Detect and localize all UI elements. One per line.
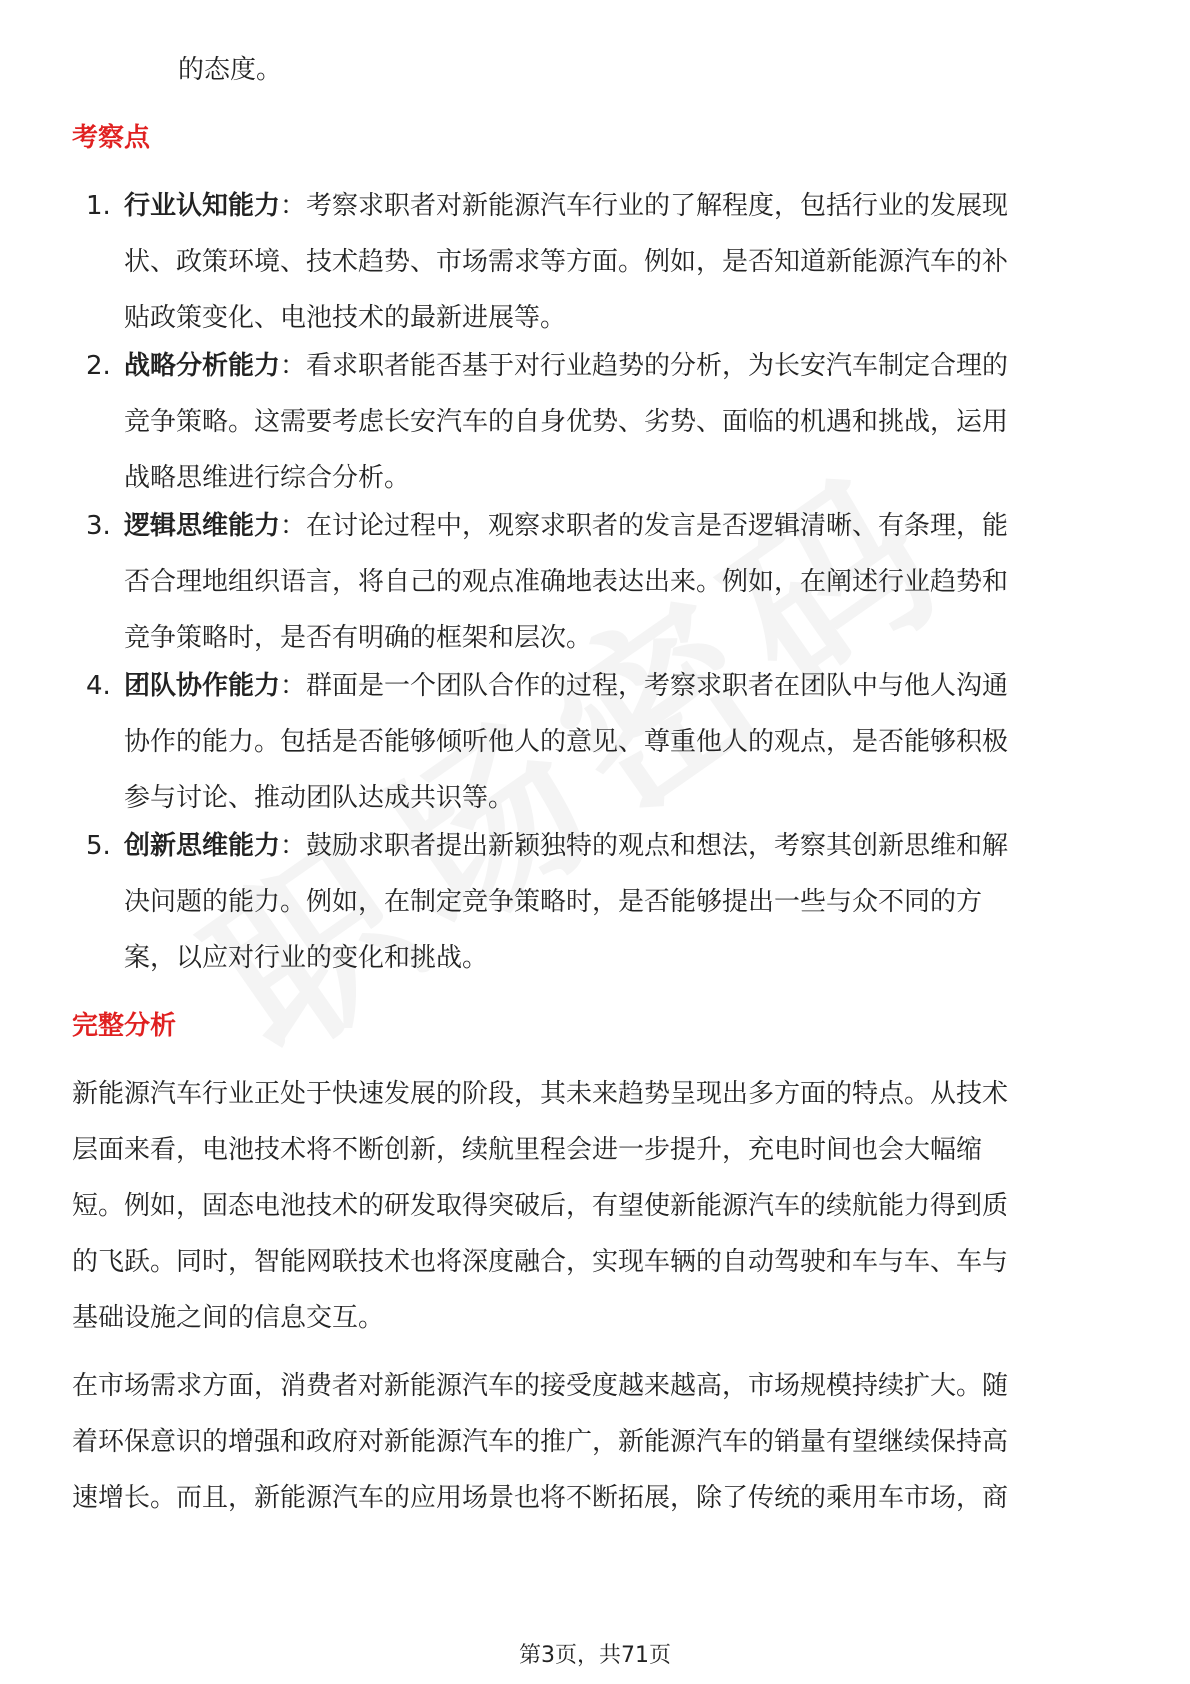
list-text: ：在讨论过程中，观察求职者的发言是否逻辑清晰、有条理，能	[280, 511, 1009, 541]
list-text: 竞争策略时，是否有明确的框架和层次。	[124, 623, 593, 653]
list-text: ：考察求职者对新能源汽车行业的了解程度，包括行业的发展现	[280, 191, 1009, 221]
list-text: 决问题的能力。例如，在制定竞争策略时，是否能够提出一些与众不同的方	[124, 887, 983, 917]
list-text: 否合理地组织语言，将自己的观点准确地表达出来。例如，在阐述行业趋势和	[124, 567, 1009, 597]
section-heading-wanzhengfenxi: 完整分析	[72, 1011, 177, 1041]
page-number: 第3页，共71页	[519, 1643, 671, 1668]
list-number: 1.	[86, 191, 111, 221]
paragraph	[72, 1358, 1122, 1526]
paragraph-line: 新能源汽车行业正处于快速发展的阶段，其未来趋势呈现出多方面的特点。从技术	[72, 1079, 1009, 1109]
section-heading-kaochadian: 考察点	[72, 123, 151, 153]
paragraph-line: 基础设施之间的信息交互。	[72, 1303, 385, 1333]
paragraph	[72, 1066, 1122, 1346]
carryover-text: 的态度。	[178, 55, 283, 85]
list-term: 逻辑思维能力	[124, 511, 281, 541]
list-number: 3.	[86, 511, 111, 541]
list-number: 5.	[86, 831, 111, 861]
list-text: 战略思维进行综合分析。	[124, 463, 411, 493]
list-text: 案，以应对行业的变化和挑战。	[124, 943, 489, 973]
list-text: ：群面是一个团队合作的过程，考察求职者在团队中与他人沟通	[280, 671, 1009, 701]
paragraph-line: 速增长。而且，新能源汽车的应用场景也将不断拓展，除了传统的乘用车市场，商	[72, 1483, 1009, 1513]
paragraph-line: 的飞跃。同时，智能网联技术也将深度融合，实现车辆的自动驾驶和车与车、车与	[72, 1247, 1009, 1277]
list-text: 参与讨论、推动团队达成共识等。	[124, 783, 515, 813]
list-text: ：看求职者能否基于对行业趋势的分析，为长安汽车制定合理的	[280, 351, 1009, 381]
paragraph-line: 短。例如，固态电池技术的研发取得突破后，有望使新能源汽车的续航能力得到质	[72, 1191, 1009, 1221]
list-term: 战略分析能力	[124, 351, 281, 381]
list-number: 4.	[86, 671, 111, 701]
list-text: 协作的能力。包括是否能够倾听他人的意见、尊重他人的观点，是否能够积极	[124, 727, 1009, 757]
list-term: 创新思维能力	[124, 831, 281, 861]
list-text: ：鼓励求职者提出新颖独特的观点和想法，考察其创新思维和解	[280, 831, 1009, 861]
paragraph-line: 着环保意识的增强和政府对新能源汽车的推广，新能源汽车的销量有望继续保持高	[72, 1427, 1009, 1457]
list-text: 状、政策环境、技术趋势、市场需求等方面。例如，是否知道新能源汽车的补	[124, 247, 1009, 277]
list-text: 贴政策变化、电池技术的最新进展等。	[124, 303, 567, 333]
list-text: 竞争策略。这需要考虑长安汽车的自身优势、劣势、面临的机遇和挑战，运用	[124, 407, 1009, 437]
paragraph-line: 层面来看，电池技术将不断创新，续航里程会进一步提升，充电时间也会大幅缩	[72, 1135, 983, 1165]
list-term: 团队协作能力	[124, 671, 281, 701]
list-term: 行业认知能力	[124, 191, 281, 221]
paragraph-line: 在市场需求方面，消费者对新能源汽车的接受度越来越高，市场规模持续扩大。随	[72, 1371, 1009, 1401]
list-number: 2.	[86, 351, 111, 381]
